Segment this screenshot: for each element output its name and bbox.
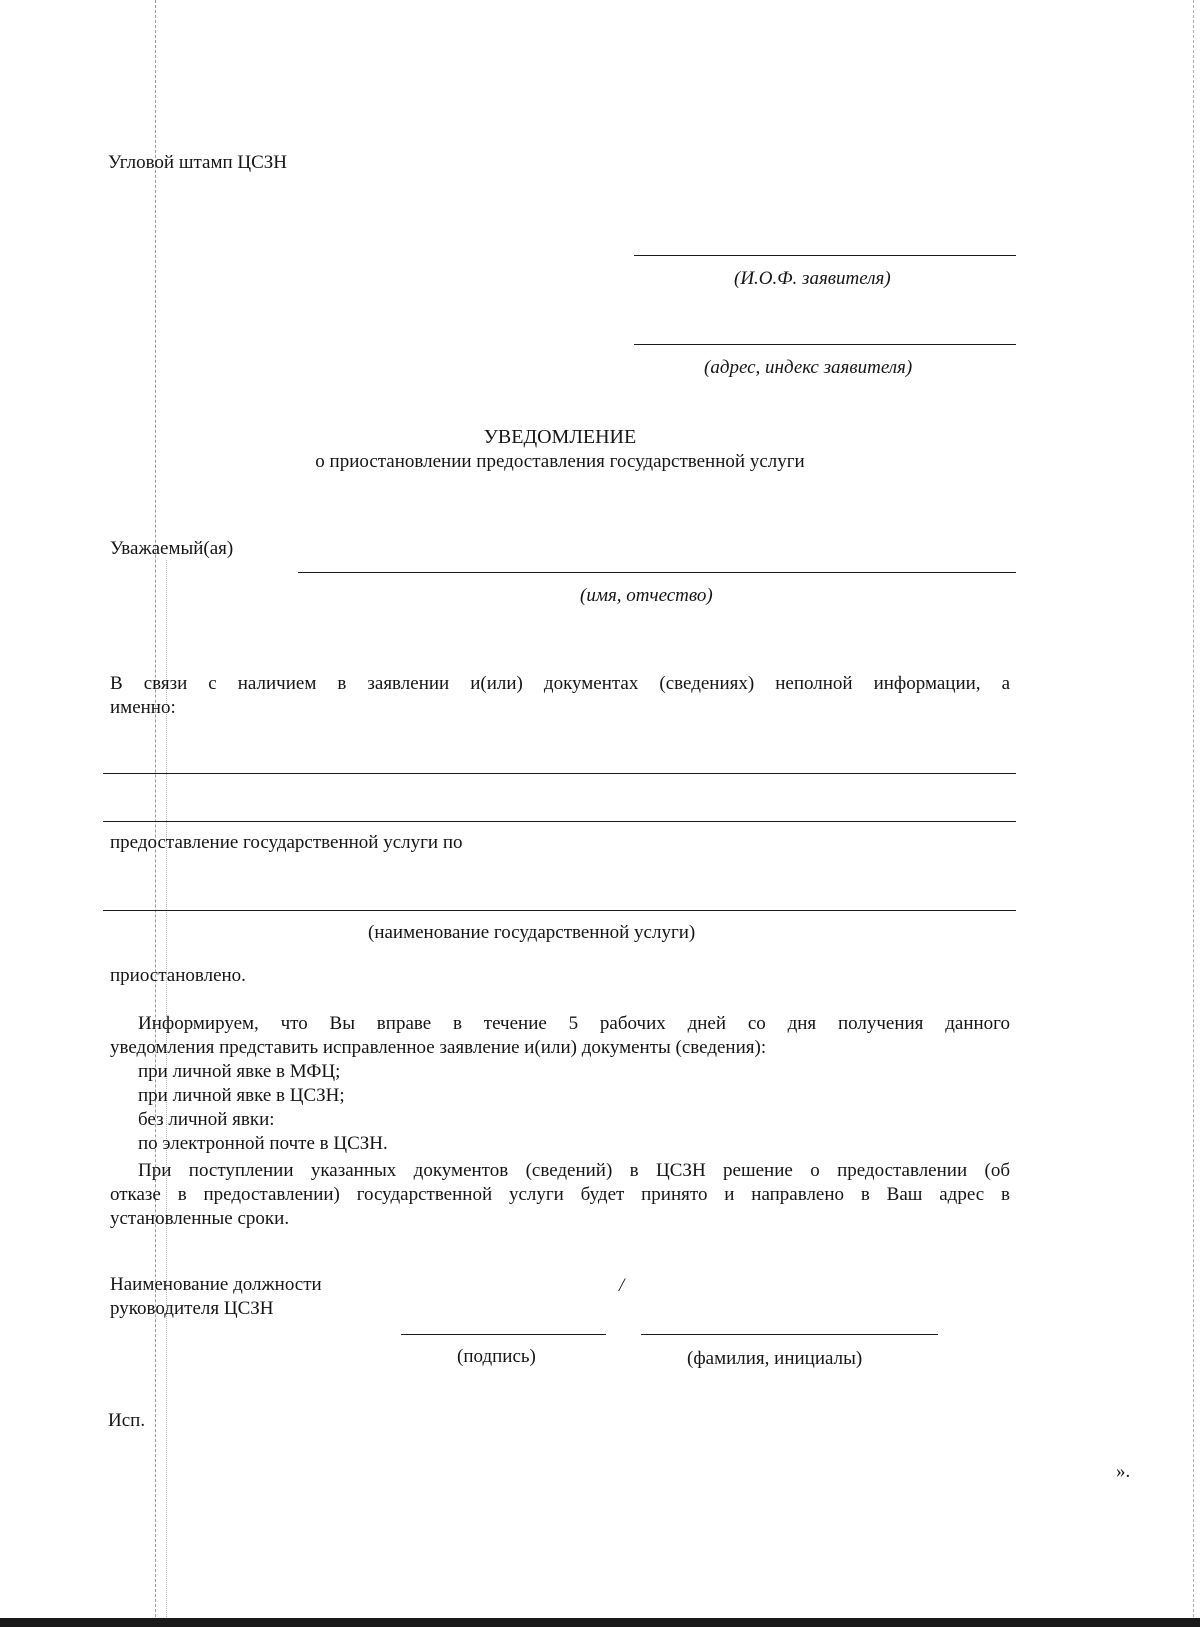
position-title-line1: Наименование должности [110, 1274, 322, 1295]
greeting-name-line [298, 572, 1016, 573]
service-name-caption: (наименование государственной услуги) [368, 922, 696, 943]
decision-text-line2: отказе в предоставлении) государственной услуги будет принято и направлено в Ваш адрес в [110, 1184, 1010, 1205]
corner-stamp-label: Угловой штамп ЦСЗН [108, 152, 288, 173]
option-email: по электронной почте в ЦСЗН. [138, 1133, 388, 1154]
greeting-label: Уважаемый(ая) [110, 538, 234, 559]
surname-caption: (фамилия, инициалы) [687, 1348, 863, 1369]
scan-edge-line [1193, 0, 1194, 1627]
applicant-address-line [634, 344, 1016, 345]
document-subtitle: о приостановлении предоставления государственной услуги [315, 451, 805, 472]
surname-line [641, 1334, 938, 1335]
service-intro: предоставление государственной услуги по [110, 832, 463, 853]
inform-text-line2: уведомления представить исправленное заявление и(или) документы (сведения): [110, 1037, 767, 1058]
applicant-address-caption: (адрес, индекс заявителя) [704, 357, 913, 378]
service-name-line [103, 910, 1016, 911]
greeting-name-caption: (имя, отчество) [580, 585, 713, 606]
signature-slash: / [619, 1275, 625, 1296]
executor-label: Исп. [108, 1410, 146, 1431]
decision-text-line3: установленные сроки. [110, 1208, 290, 1229]
signature-line [401, 1334, 606, 1335]
reason-text-line1: В связи с наличием в заявлении и(или) документах (сведениях) неполной информации, а [110, 673, 1010, 694]
reason-blank-line-2 [103, 821, 1016, 822]
signature-caption: (подпись) [457, 1346, 536, 1367]
reason-text-line2: именно: [110, 697, 176, 718]
reason-blank-line-1 [103, 773, 1016, 774]
option-mfc: при личной явке в МФЦ; [138, 1061, 341, 1082]
applicant-name-caption: (И.О.Ф. заявителя) [734, 268, 891, 289]
applicant-name-line [634, 255, 1016, 256]
scan-fold-line [155, 0, 156, 1627]
option-remote: без личной явки: [138, 1109, 275, 1130]
scan-bottom-edge [0, 1618, 1200, 1627]
document-title: УВЕДОМЛЕНИЕ [483, 426, 637, 448]
option-cszn: при личной явке в ЦСЗН; [138, 1085, 345, 1106]
suspended-text: приостановлено. [110, 965, 246, 986]
inform-text-line1: Информируем, что Вы вправе в течение 5 рабочих дней со дня получения данного [138, 1013, 1010, 1034]
position-title-line2: руководителя ЦСЗН [110, 1298, 274, 1319]
decision-text-line1: При поступлении указанных документов (сведений) в ЦСЗН решение о предоставлении (об [138, 1160, 1010, 1181]
closing-quote: ». [1116, 1461, 1131, 1482]
